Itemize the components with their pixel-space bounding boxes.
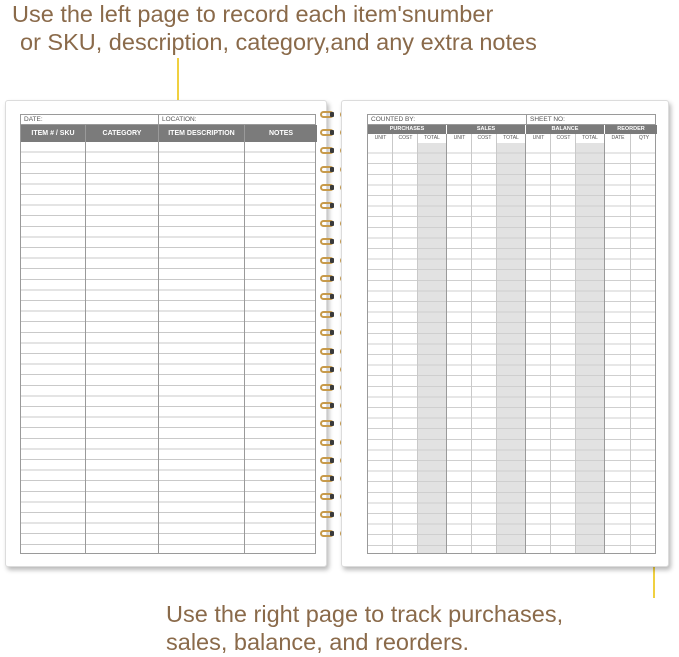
col-divider bbox=[604, 134, 605, 553]
group-reorder: REORDER bbox=[605, 125, 657, 134]
right-page bbox=[341, 100, 669, 567]
col-item-description: ITEM DESCRIPTION bbox=[159, 125, 244, 142]
location-field: LOCATION: bbox=[158, 115, 197, 125]
subcol-unit: UNIT bbox=[374, 135, 387, 141]
col-divider bbox=[446, 134, 447, 553]
col-divider bbox=[525, 134, 526, 553]
subcol-unit: UNIT bbox=[453, 135, 466, 141]
group-sales: SALES bbox=[447, 125, 525, 134]
col-divider bbox=[575, 134, 576, 553]
subcol-total: TOTAL bbox=[424, 135, 440, 141]
col-divider bbox=[85, 125, 86, 553]
subcol-total: TOTAL bbox=[582, 135, 598, 141]
subcol-cost: COST bbox=[556, 135, 571, 141]
col-divider bbox=[550, 134, 551, 553]
caption-top-line-2: or SKU, description, category,and any extra notes bbox=[20, 29, 537, 55]
subcol-cost: COST bbox=[477, 135, 492, 141]
group-balance: BALANCE bbox=[526, 125, 604, 134]
col-notes: NOTES bbox=[245, 125, 317, 142]
col-item-sku: ITEM # / SKU bbox=[21, 125, 85, 142]
caption-right-page bbox=[166, 600, 563, 656]
col-divider bbox=[496, 134, 497, 553]
caption-left-page bbox=[12, 0, 537, 56]
col-divider bbox=[630, 134, 631, 553]
sheet-no-field: SHEET NO: bbox=[526, 115, 565, 125]
col-category: CATEGORY bbox=[86, 125, 158, 142]
left-inventory-sheet bbox=[20, 114, 316, 554]
right-inventory-sheet bbox=[367, 114, 656, 554]
subcol-total: TOTAL bbox=[503, 135, 519, 141]
subcol-unit: UNIT bbox=[532, 135, 545, 141]
subcol-cost: COST bbox=[398, 135, 413, 141]
col-divider bbox=[244, 125, 245, 553]
subcol-qty: QTY bbox=[638, 135, 650, 141]
left-page bbox=[5, 100, 327, 567]
col-divider bbox=[158, 125, 159, 553]
counted-by-field: COUNTED BY: bbox=[371, 116, 416, 123]
date-field: DATE: bbox=[24, 116, 43, 123]
right-ruled-rows bbox=[368, 143, 655, 553]
subcol-date: DATE bbox=[611, 135, 625, 141]
caption-bottom-line-1: Use the right page to track purchases, bbox=[166, 601, 564, 627]
left-ruled-rows bbox=[21, 142, 315, 553]
group-purchases: PURCHASES bbox=[368, 125, 446, 134]
col-divider bbox=[471, 134, 472, 553]
col-divider bbox=[392, 134, 393, 553]
caption-bottom-line-2: sales, balance, and reorders. bbox=[166, 629, 470, 655]
caption-top-line-1: Use the left page to record each item'snumber bbox=[12, 1, 494, 27]
col-divider bbox=[417, 134, 418, 553]
